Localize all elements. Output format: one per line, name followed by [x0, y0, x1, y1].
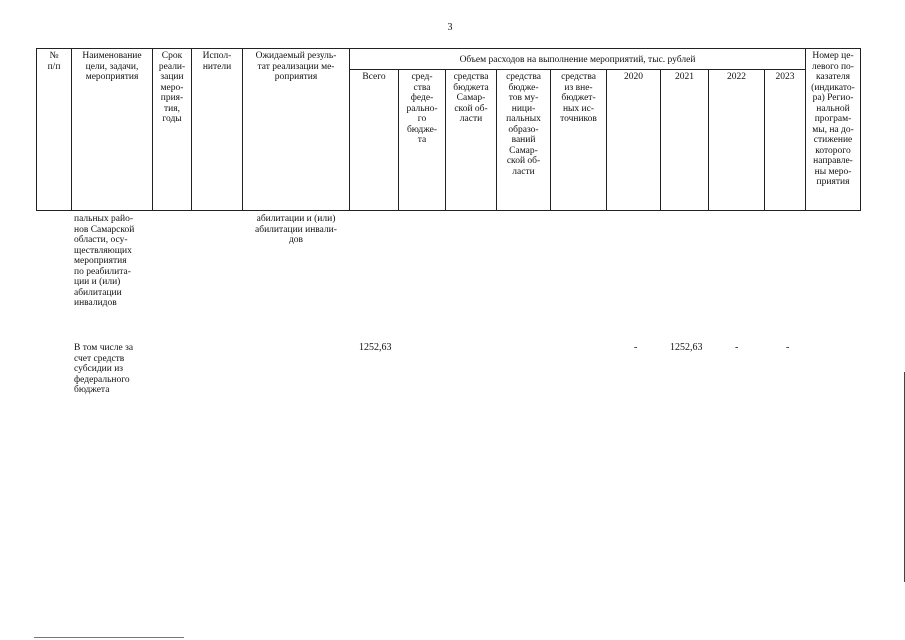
row2-2023: -: [786, 342, 790, 353]
header-total: Всего: [350, 70, 399, 211]
header-expected-result: Ожидаемый резуль- тат реализации ме- роприятия: [243, 49, 350, 211]
row1-name: пальных райо- нов Самарской области, осу- ществляющих мероприятия по реабилита- ции и (или) абилитации инвалидов: [74, 214, 135, 308]
header-municipal-funds: средства бюдже- тов му- ници- пальных образо- ваний Самар- ской об- ласти: [497, 70, 551, 211]
page-number: 3: [447, 22, 453, 33]
row2-total: 1252,63: [359, 342, 392, 353]
header-year-2022: 2022: [709, 70, 765, 211]
header-expenses-title: Объем расходов на выполнение мероприятий, тыс. рублей: [350, 49, 806, 70]
row2-2021: 1252,63: [670, 342, 703, 353]
row2-2022: -: [735, 342, 739, 353]
header-offbudget-funds: средства из вне- бюджет- ных ис- точников: [551, 70, 607, 211]
header-term: Срок реали- зации меро- прия- тия, годы: [153, 49, 192, 211]
header-federal-funds: сред- ства феде- рально- го бюдже- та: [399, 70, 446, 211]
header-regional-funds: средства бюджета Самар- ской об- ласти: [446, 70, 497, 211]
header-target-number: Номер це- левого по- казателя (индикато- ра) Регио- нальной програм- мы, на до- стижение которого направле- ны меро- приятия: [806, 49, 861, 211]
scan-bottom-mark: [34, 637, 184, 638]
row1-expected-result: абилитации и (или) абилитации инвали- дов: [255, 214, 337, 245]
row2-2020: -: [634, 342, 638, 353]
header-year-2020: 2020: [607, 70, 661, 211]
header-year-2021: 2021: [661, 70, 709, 211]
header-name: Наименование цели, задачи, мероприятия: [72, 49, 153, 211]
header-no: № п/п: [37, 49, 72, 211]
header-year-2023: 2023: [765, 70, 806, 211]
header-executors: Испол- нители: [192, 49, 243, 211]
header-table: [36, 48, 861, 211]
row2-name: В том числе за счет средств субсидии из федерального бюджета: [74, 343, 134, 395]
